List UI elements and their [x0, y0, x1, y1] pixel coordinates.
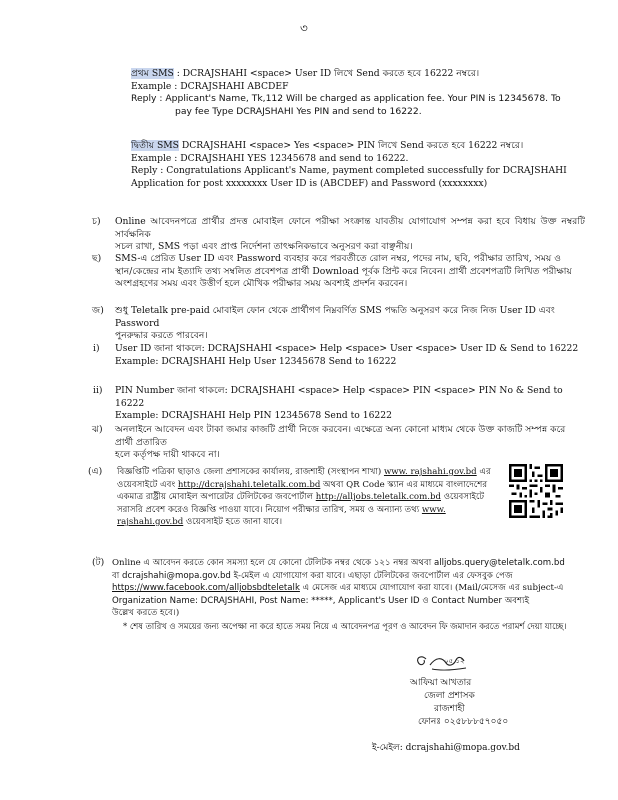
- dcrajshahi-teletalk-link[interactable]: http://dcrajshahi.teletalk.com.bd: [177, 479, 321, 490]
- sms-first-line: : DCRAJSHAHI <space> User ID লিখে Send করতে হবে 16222 নম্বরে।: [173, 68, 480, 79]
- item-jha-label: ঝ): [92, 424, 103, 435]
- rajshahi-gov-link[interactable]: www. rajshahi.gov.bd: [383, 467, 477, 477]
- item-e-line-3-end: ওয়েবসাইটে: [440, 492, 485, 502]
- page-number: ৩: [300, 21, 308, 35]
- item-e-line-2-end: অথবা QR Code স্ক্যান এর মাধ্যমে বাংলাদেশের: [320, 479, 488, 490]
- sms-first-example: Example : DCRAJSHAHI ABCDEF: [131, 80, 289, 92]
- qr-code-image[interactable]: [509, 464, 563, 518]
- item-ii-label: ii): [93, 385, 103, 396]
- item-ta-line-1-text: Online এ আবেদন করতে কোন সমস্যা হলে যে কোনো টেলিটক নম্বর থেকে ১২১ নম্বর অথবা: [112, 558, 434, 568]
- item-e-line-1-end: এর: [476, 467, 491, 477]
- sms-first-reply-2: pay fee Type DCRAJSHAHI Yes PIN and send to 16222.: [175, 105, 422, 117]
- item-ta-line-2-start: বা: [112, 570, 123, 581]
- item-jha-line-2: হলে কর্তৃপক্ষ দায়ী থাকবে না।: [115, 449, 220, 460]
- item-jha-line-1: অনলাইনে আবেদন এবং টাকা জমার কাজটি প্রার্থী নিজে করবেন। এক্ষেত্রে অন্য কোনো মাধ্যম থেকে উক্ত কাজটি সম্পন্ন করে প্রার্থী প্রতারিত: [115, 424, 566, 448]
- signatory-details: [410, 677, 560, 729]
- deadline-note: * শেষ তারিখ ও সময়ের জন্য অপেক্ষা না করে হাতে সময় নিয়ে এ আবেদনপত্র পূরণ ও আবেদন ফি জমাদান করতে পরামর্শ দেয়া যাচ্ছে।: [123, 621, 567, 631]
- sms-second-reply-1: Reply : Congratulations Applicant's Name, payment completed successfully for DCRAJSHAHI: [131, 165, 567, 176]
- item-e-line-1-text: বিজ্ঞপ্তিটি পত্রিকা ছাড়াও জেলা প্রশাসকের কার্যালয়, রাজশাহী (সংস্থাপন শাখা): [117, 467, 384, 477]
- item-i-line-1: User ID জানা থাকলে: DCRAJSHAHI <space> Help <space> User <space> User ID & Send to 16222: [115, 343, 579, 354]
- sms-second-section: [131, 140, 591, 190]
- item-ii-line-2: Example: DCRAJSHAHI Help PIN 12345678 Send to 16222: [115, 410, 392, 421]
- item-chha-line-1: SMS-এ প্রেরিত User ID এবং Password ব্যবহার করে পরবর্তীতে রোল নম্বর, পদের নাম, ছবি, পরীক্ষার তারিখ, সময় ও: [115, 253, 562, 264]
- signatory-title: জেলা প্রশাসক: [424, 691, 475, 701]
- rajshahi-gov-link-2a[interactable]: www.: [421, 504, 446, 515]
- item-e-line-4-text: সরাসরি প্রবেশ করেও বিজ্ঞপ্তি পাওয়া যাবে। নিয়োগ পরীক্ষার তারিখ, সময় ও অন্যান্য তথ্য: [117, 504, 422, 515]
- item-ja-line-1: শুধু Teletalk pre-paid মোবাইল ফোন থেকে প্রার্থীগণ নিম্নবর্ণিত SMS পদ্ধতি অনুসরণ করে নিজ নিজ User ID এবং Password: [115, 305, 555, 329]
- item-e-label: (এ): [88, 466, 103, 477]
- item-e-line-3-text: একমাত্র রাষ্ট্রীয় মোবাইল অপারেটর টেলিটকের জবপোর্টাল: [117, 492, 316, 502]
- sms-first-tag: প্রথম SMS: [131, 68, 174, 79]
- item-ja-label: জ): [92, 305, 104, 316]
- signature-block: [408, 651, 558, 733]
- facebook-page-link[interactable]: https://www.facebook.com/alljobsbdteletalk: [112, 583, 300, 593]
- item-ta-line-5: উল্লেখ করতে হবে।): [112, 608, 180, 618]
- signatory-phone: ফোনঃ ০২৫৮৮৮৫৭০৫০: [418, 717, 509, 727]
- item-jha: [115, 424, 585, 462]
- item-cha-line-2: সচল রাখা, SMS পড়া এবং প্রাপ্ত নির্দেশনা তাৎক্ষনিকভাবে অনুসরণ করা বাঞ্ছনীয়।: [115, 241, 413, 252]
- item-e: [117, 466, 502, 529]
- item-chha-line-3: অংশগ্রহণের সময় এবং উত্তীর্ণ হলে মৌখিক পরীক্ষার সময় অবশ্যই প্রদর্শন করবেন।: [115, 278, 408, 289]
- signatory-name: আফিয়া আখতার: [410, 678, 472, 688]
- item-ja-line-2: পুনরুদ্ধার করতে পারবেন।: [115, 330, 208, 341]
- item-cha: [115, 216, 585, 254]
- sms-second-example: Example : DCRAJSHAHI YES 12345678 and send to 16222.: [131, 152, 409, 164]
- item-ta-line-4: Organization Name: DCRAJSHAHI, Post Name: *****, Applicant's User ID ও Contact Number অবশ্যই: [112, 595, 530, 606]
- item-i: [115, 343, 585, 368]
- item-ta-label: (ট): [92, 557, 105, 568]
- signature-scribble: [408, 651, 478, 677]
- item-ta: [112, 557, 590, 620]
- sms-second-line: DCRAJSHAHI <space> Yes <space> PIN লিখে Send করতে হবে 16222 নম্বরে।: [178, 140, 524, 151]
- item-e-line-2-text: ওয়েবসাইটে এবং: [117, 479, 178, 490]
- item-ta-line-3-text: এ মেসেজ এর মাধ্যমে যোগাযোগ করা যাবে। (Mail/মেসেজ এর subject-এ: [299, 583, 564, 593]
- item-chha-line-2: স্থান/কেন্দ্রের নাম ইত্যাদি তথ্য সম্বলিত প্রবেশপত্র প্রার্থী Download পূর্বক প্রিন্ট করে নিবেন। প্রার্থী প্রবেশপত্রটি লিখিত পরীক্ষায়: [115, 265, 572, 277]
- signatory-district: রাজশাহী: [434, 704, 465, 714]
- rajshahi-gov-link-2b[interactable]: rajshahi.gov.bd: [117, 517, 184, 527]
- signature-date: ০৫.১২: [444, 657, 465, 665]
- item-i-label: i): [93, 343, 100, 354]
- item-chha-label: ছ): [92, 253, 102, 264]
- item-cha-line-1: Online আবেদনপত্রে প্রার্থীর প্রদত্ত মোবাইল ফোনে পরীক্ষা সংক্রান্ত যাবতীয় যোগাযোগ সম্পন্ন করা হবে বিধায় উক্ত নম্বরটি সার্বক্ষনিক: [115, 216, 585, 240]
- item-ta-line-2-text: ই-মেইল এ যোগাযোগ করা যাবে। এছাড়া টেলিটকের জবপোর্টাল এর ফেসবুক পেজ: [230, 570, 513, 581]
- item-i-line-2: Example: DCRAJSHAHI Help User 12345678 Send to 16222: [115, 355, 397, 367]
- item-ii-line-1: PIN Number জানা থাকলে: DCRAJSHAHI <space> Help <space> PIN <space> PIN No & Send to 16222: [115, 385, 563, 409]
- item-chha: [115, 253, 585, 291]
- sms-first-reply-1: Reply : Applicant's Name, Tk,112 Will be charged as application fee. Your PIN is 12345678. To: [131, 93, 561, 104]
- item-ja: [115, 305, 585, 343]
- sms-first-section: [131, 68, 591, 118]
- item-ii: [115, 385, 585, 423]
- signatory-email[interactable]: ই-মেইল: dcrajshahi@mopa.gov.bd: [372, 743, 520, 753]
- sms-second-tag: দ্বিতীয় SMS: [131, 140, 179, 151]
- alljobs-teletalk-link[interactable]: http://alljobs.teletalk.com.bd: [315, 492, 441, 502]
- sms-second-reply-2: Application for post xxxxxxxx User ID is (ABCDEF) and Password (xxxxxxxx): [131, 177, 488, 189]
- item-e-line-5-end: ওয়েবসাইট হতে জানা যাবে।: [183, 517, 283, 527]
- alljobs-query-email[interactable]: alljobs.query@teletalk.com.bd: [433, 558, 565, 568]
- dcrajshahi-email[interactable]: dcrajshahi@mopa.gov.bd: [122, 570, 231, 581]
- item-cha-label: চ): [92, 216, 101, 227]
